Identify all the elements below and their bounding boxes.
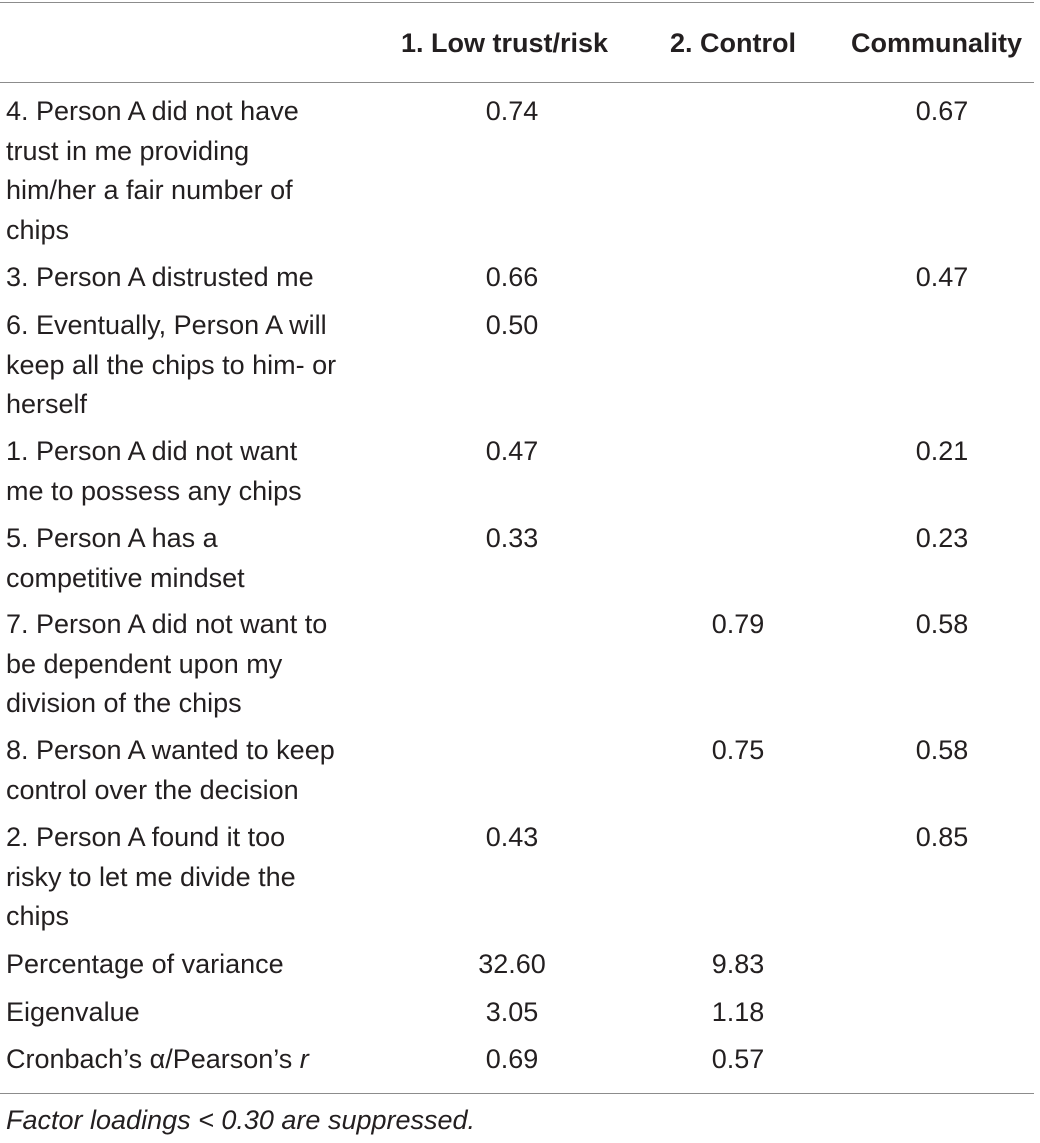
header-communality: Communality — [851, 28, 1023, 58]
row-label-line: 5. Person A has a — [6, 523, 218, 553]
cell-control: 9.83 — [711, 949, 765, 979]
top-rule — [0, 2, 1034, 3]
cell-low-trust: 0.50 — [485, 310, 539, 340]
row-label-line: Eigenvalue — [6, 997, 140, 1027]
cell-control: 0.57 — [711, 1044, 765, 1074]
cell-low-trust: 0.66 — [485, 262, 539, 292]
cell-low-trust: 0.69 — [485, 1044, 539, 1074]
row-label-line: keep all the chips to him- or — [6, 349, 337, 380]
row-label-italic: r — [299, 1044, 309, 1074]
cell-low-trust: 3.05 — [485, 997, 539, 1027]
cell-communality: 0.23 — [915, 523, 969, 553]
header-rule — [0, 82, 1034, 83]
row-label-line: competitive mindset — [6, 562, 245, 593]
row-label-line: 2. Person A found it too — [6, 822, 286, 852]
row-label-line: trust in me providing — [6, 135, 250, 166]
row-label-line: division of the chips — [6, 688, 242, 718]
cell-low-trust: 0.33 — [485, 523, 539, 553]
cell-low-trust: 32.60 — [478, 949, 546, 979]
row-label-line: 4. Person A did not have — [6, 96, 299, 126]
row-label-line: Percentage of variance — [6, 949, 284, 979]
cell-control: 0.75 — [711, 735, 765, 765]
header-control: 2. Control — [670, 28, 796, 58]
cell-low-trust: 0.43 — [485, 822, 539, 852]
row-label-line — [6, 1040, 366, 1080]
cell-control: 0.79 — [711, 609, 765, 639]
cell-low-trust: 0.74 — [485, 96, 539, 126]
row-label-line: 8. Person A wanted to keep — [6, 735, 335, 765]
row-label-line: him/her a fair number of — [6, 175, 293, 205]
cell-communality: 0.58 — [915, 609, 969, 639]
header-low-trust-risk: 1. Low trust/risk — [401, 28, 609, 58]
row-label-line: risky to let me divide the — [6, 861, 296, 892]
row-label-line: chips — [6, 214, 70, 245]
cell-control: 1.18 — [711, 997, 765, 1027]
cell-communality: 0.85 — [915, 822, 969, 852]
row-label-line: 3. Person A distrusted me — [6, 262, 314, 292]
cell-low-trust: 0.47 — [485, 436, 539, 466]
row-label-line: 7. Person A did not want to — [6, 609, 328, 639]
row-label-line: me to possess any chips — [6, 475, 302, 506]
row-label-text: Cronbach’s α/Pearson’s — [6, 1044, 300, 1074]
row-label-line: control over the decision — [6, 774, 299, 805]
cell-communality: 0.67 — [915, 96, 969, 126]
row-label-line: chips — [6, 901, 70, 931]
cell-communality: 0.21 — [915, 436, 969, 466]
row-label-line: herself — [6, 389, 88, 419]
footnote: Factor loadings < 0.30 are suppressed. — [6, 1105, 476, 1135]
row-label-line: be dependent upon my — [6, 648, 283, 679]
cell-communality: 0.47 — [915, 262, 969, 292]
bottom-rule — [0, 1093, 1034, 1094]
row-label-line: 6. Eventually, Person A will — [6, 310, 327, 340]
cell-communality: 0.58 — [915, 735, 969, 765]
row-label-line: 1. Person A did not want — [6, 436, 298, 466]
